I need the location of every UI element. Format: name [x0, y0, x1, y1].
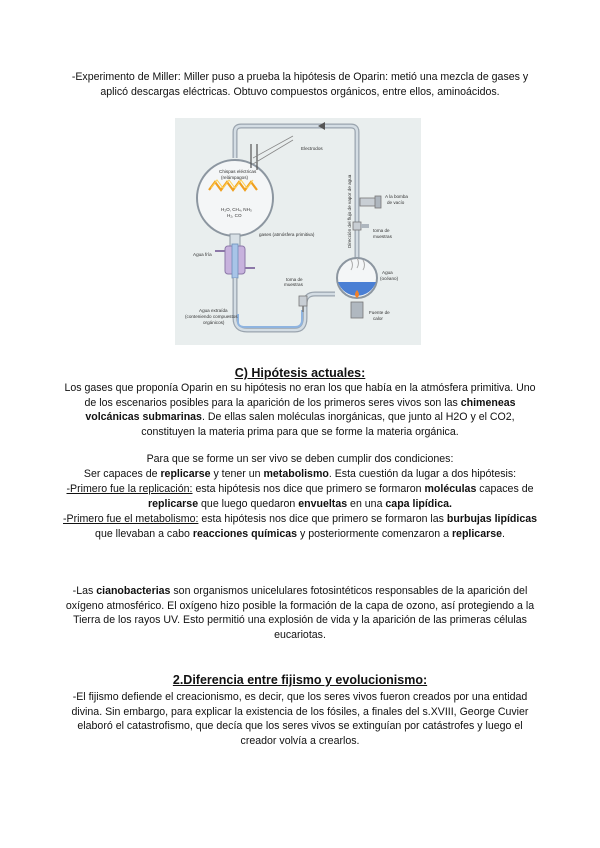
section-c-paragraph-1: Los gases que proponía Oparin en su hipótesis no eran los que había en la atmósfera primitiva. Uno de los escenarios posibles para la aparición de los primeros seres vivos son las chimeneas volcánicas submarinas. De ellas salen moléculas inorgánicas, que junto al H2O y el CO2, constituyen la materia prima para que se forme la materia orgánica.	[64, 382, 536, 438]
label-electrodos: Electrodos	[301, 146, 323, 151]
conditions-intro: Para que se forme un ser vivo se deben cumplir dos condiciones:	[146, 453, 454, 465]
label-gases-formula: H₂O, CH₄, NH₃	[221, 207, 252, 212]
hypothesis-replication: -Primero fue la replicación: esta hipótesis nos dice que primero se formaron moléculas capaces de replicarse que luego quedaron envueltas en una capa lipídica.	[66, 483, 534, 510]
label-agua-extraida-3: orgánicos)	[203, 320, 225, 325]
label-gases: gases (atmósfera primitiva)	[259, 232, 315, 237]
miller-paragraph: -Experimento de Miller: Miller puso a prueba la hipótesis de Oparin: metió una mezcla de gases y aplicó descargas eléctricas. Obtuvo compuestos orgánicos, entre ellos, aminoácidos.	[71, 71, 529, 98]
label-toma-muestras-2: toma de	[373, 228, 390, 233]
label-bomba: A la bomba	[385, 194, 408, 199]
label-agua-extraida: Agua extraída	[199, 308, 228, 313]
section-2-title: 2.Diferencia entre fijismo y evolucionismo:	[172, 673, 428, 687]
conditions-line: Ser capaces de replicarse y tener un metabolismo. Esta cuestión da lugar a dos hipótesis:	[83, 468, 517, 480]
label-toma-muestras-2b: muestras	[373, 234, 392, 239]
cyanobacteria-paragraph: -Las cianobacterias son organismos unicelulares fotosintéticos responsables de la aparición del oxígeno atmosférico. El oxígeno hizo posible la formación de la capa de ozono, así protegiendo a la Tierra de los rayos UV. Esto permitió una explosión de vida y la aparición de las primeras células eucariotas.	[65, 585, 535, 641]
label-chispas: Chispas eléctricas	[219, 169, 257, 174]
label-fuente-calor: Fuente de	[369, 310, 390, 315]
hypothesis-metabolism: -Primero fue el metabolismo: esta hipótesis nos dice que primero se formaron las burbujas lipídicas que llevaban a cabo reacciones químicas y posteriormente comenzaron a replicarse.	[63, 513, 537, 540]
miller-experiment-diagram	[175, 118, 421, 345]
fixism-paragraph: -El fijismo defiende el creacionismo, es decir, que los seres vivos fueron creados por una entidad divina. Sin embargo, para explicar la existencia de los fósiles, a finales del s.XVIII, George Cuvier elaboró el catastrofismo, que decía que los seres vivos se extinguían por catástrofes y luego el creador volvía a crearlos.	[71, 691, 529, 747]
label-agua-fria: Agua fría	[193, 252, 212, 257]
label-agua-oceano: Agua	[382, 270, 393, 275]
section-c-title: C) Hipótesis actuales:	[234, 366, 366, 380]
label-toma-muestras-1b: muestras	[284, 282, 303, 287]
label-gases-formula-2: H₂, CO	[227, 213, 242, 218]
label-fuente-calor-2: calor	[373, 316, 383, 321]
label-direccion-vapor: Dirección del flujo de vapor de agua	[347, 174, 352, 248]
label-bomba-2: de vacío	[387, 200, 405, 205]
label-toma-muestras-1: toma de	[286, 277, 303, 282]
label-relampagos: (relámpagos)	[221, 175, 249, 180]
label-agua-oceano-2: (océano)	[380, 276, 399, 281]
label-agua-extraida-2: (conteniendo compuestos	[185, 314, 238, 319]
